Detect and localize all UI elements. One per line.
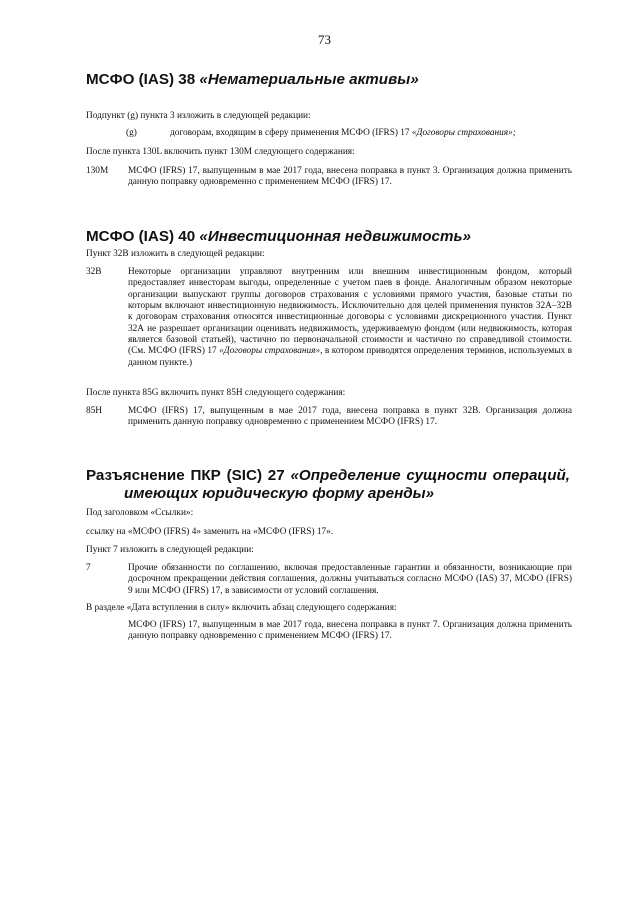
heading-sic27-line1 bbox=[86, 467, 570, 484]
sic27-para-7-num: 7 bbox=[86, 563, 91, 573]
page-number: 73 bbox=[318, 32, 331, 47]
heading-ias38-title: «Нематериальные активы» bbox=[199, 71, 419, 88]
ias38-intro: Подпункт (g) пункта 3 изложить в следующей редакции: bbox=[86, 111, 311, 121]
heading-ias40-prefix: МСФО (IAS) 40 bbox=[86, 228, 200, 245]
heading-sic27-title-line1: «Определение сущности операций, bbox=[290, 467, 570, 484]
ias40-para-85h-num: 85H bbox=[86, 406, 103, 416]
ias38-para-130m-num: 130M bbox=[86, 166, 109, 176]
ias40-para-32b-text-b: , в котором приводятся определения терминов, используемых в данном пункте.) bbox=[128, 346, 572, 368]
heading-sic27-prefix: Разъяснение ПКР (SIC) 27 bbox=[86, 467, 291, 484]
ias38-para-130m-text: МСФО (IFRS) 17, выпущенным в мае 2017 года, внесена поправка в пункт 3. Организация должна применить данную поправку одновременно с применением МСФО (IFRS) 17. bbox=[128, 166, 572, 188]
heading-ias38 bbox=[86, 71, 419, 89]
sic27-para7-intro: Пункт 7 изложить в следующей редакции: bbox=[86, 545, 254, 555]
ias40-para-32b-italic: «Договоры страхования» bbox=[219, 346, 321, 357]
ias40-after-text: После пункта 85G включить пункт 85Н следующего содержания: bbox=[86, 388, 346, 398]
ias38-item-g-plain: договорам, входящим в сферу применения МСФО (IFRS) 17 bbox=[170, 128, 412, 138]
heading-sic27-title-line2: имеющих юридическую форму аренды» bbox=[124, 484, 435, 502]
ias40-para-85h-text: МСФО (IFRS) 17, выпущенным в мае 2017 года, внесена поправка в пункт 32В. Организация должна применить данную поправку одновременно с применением МСФО (IFRS) 17. bbox=[128, 406, 572, 428]
ias38-item-g-label: (g) bbox=[126, 128, 137, 138]
heading-ias40 bbox=[86, 228, 471, 246]
ias40-para-32b-num: 32B bbox=[86, 267, 102, 277]
ias38-item-g-text bbox=[170, 128, 572, 139]
ias38-item-g-italic: «Договоры страхования»; bbox=[411, 128, 516, 138]
sic27-effective-intro: В разделе «Дата вступления в силу» включить абзац следующего содержания: bbox=[86, 603, 397, 613]
sic27-para-7-text: Прочие обязанности по соглашению, включая предоставленные гарантии и обязанности, возникающие при досрочном прекращении действия соглашения, должны учитываться согласно МСФО (IAS) 37, МСФО (IFRS) 9 или МСФО (IFRS) 17, в зависимости от условий соглашения. bbox=[128, 563, 572, 596]
sic27-refs-text: ссылку на «МСФО (IFRS) 4» заменить на «МСФО (IFRS) 17». bbox=[86, 527, 334, 537]
heading-sic27 bbox=[86, 467, 570, 503]
ias40-para-32b-text-a: Некоторые организации управляют внутренним или внешним инвестиционным фондом, который предоставляет инвесторам выгоды, определенные с учетом паев в фонде. Аналогичным образом некоторые организации выпускают группы договоров страхования с условиями прямого участия, базовые статьи по которым включают инвестиционную недвижимость. Исключительно для целей применения пунктов 32А–32В к договорам страхования относятся инвестиционные договоры с условиями дискреционного участия. Пункт 32А не разрешает организации оценивать недвижимость, удерживаемую фондом (или недвижимость, которая является базовой статьей), частично по первоначальной стоимости и частично по справедливой стоимости. (См. МСФО (IFRS) 17 bbox=[128, 267, 572, 357]
ias40-intro: Пункт 32В изложить в следующей редакции: bbox=[86, 249, 265, 259]
sic27-refs-heading: Под заголовком «Ссылки»: bbox=[86, 508, 194, 518]
ias40-para-32b-text bbox=[128, 267, 572, 369]
ias38-after-text: После пункта 130L включить пункт 130М следующего содержания: bbox=[86, 147, 355, 157]
heading-ias38-prefix: МСФО (IAS) 38 bbox=[86, 71, 200, 88]
sic27-effective-text: МСФО (IFRS) 17, выпущенным в мае 2017 года, внесена поправка в пункт 7. Организация должна применить данную поправку одновременно с применением МСФО (IFRS) 17. bbox=[128, 620, 572, 642]
heading-ias40-title: «Инвестиционная недвижимость» bbox=[199, 228, 471, 245]
